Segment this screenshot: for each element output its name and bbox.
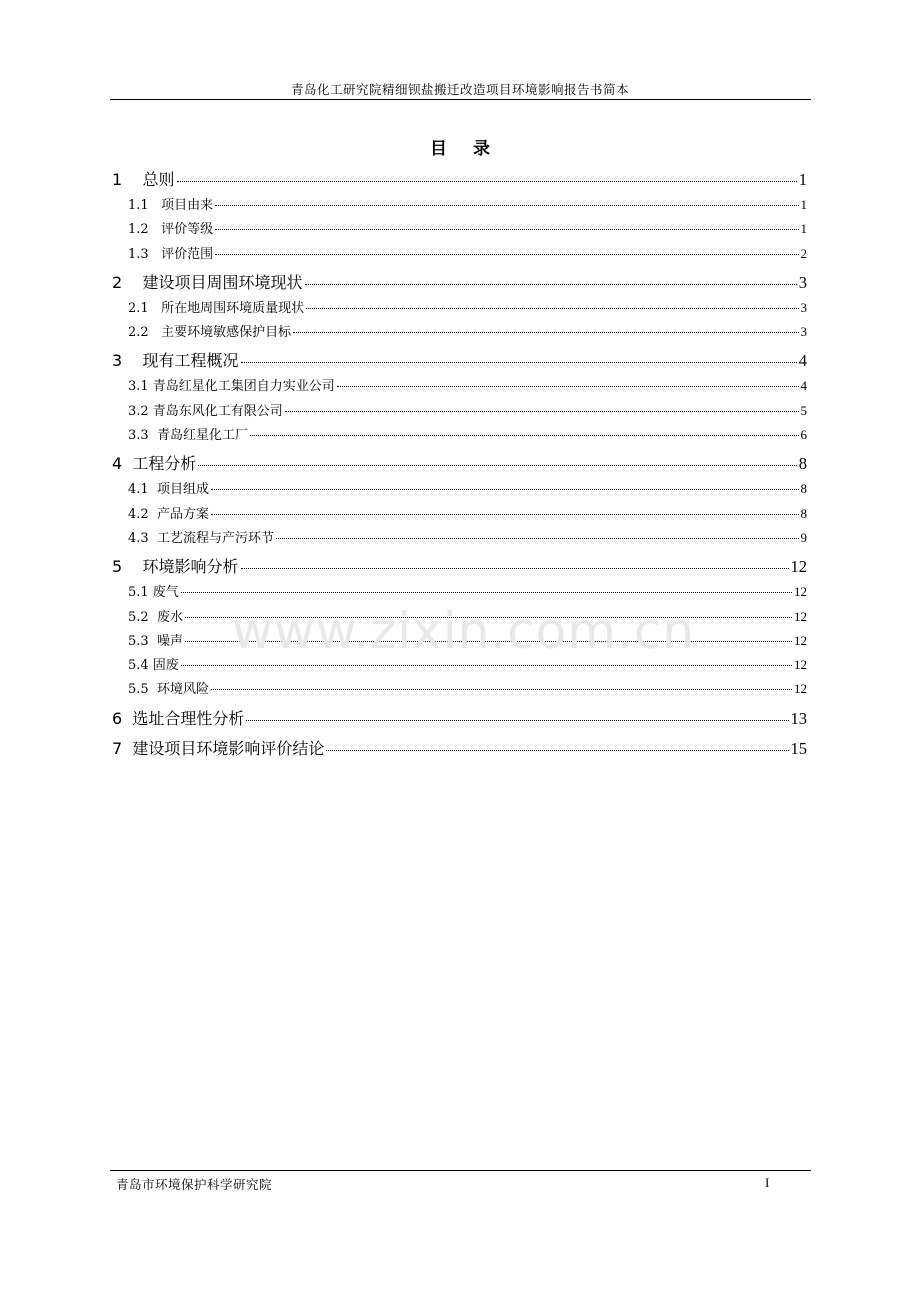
toc-entry-label: 4.1 项目组成 [128,482,209,498]
footer-institution: 青岛市环境保护科学研究院 [116,1177,273,1192]
toc-entry-page: 13 [790,708,807,728]
running-header: 青岛化工研究院精细钡盐搬迁改造项目环境影响报告书简本 [290,82,629,97]
toc-entry-label: 5.4 固废 [128,658,179,674]
toc-leader-dots [215,254,798,255]
toc-leader-dots [305,284,797,285]
toc-leader-dots [293,332,798,333]
toc-section-entry[interactable] [112,502,807,526]
toc-entry-page: 6 [800,427,807,443]
toc-entry-label: 5.1 废气 [128,585,179,601]
toc-entry-page: 1 [800,221,807,237]
toc-entry-page: 3 [798,272,807,292]
toc-chapter-entry[interactable] [112,735,807,762]
toc-section-entry[interactable] [112,374,807,398]
toc-entry-label: 1.3 评价范围 [128,246,214,262]
toc-section-entry[interactable] [112,242,807,266]
toc-leader-dots [241,362,797,363]
toc-entry-label: 1.2 评价等级 [128,222,214,238]
toc-entry-page: 3 [800,324,807,340]
toc-entry-page: 4 [798,351,807,371]
toc-entry-page: 8 [798,454,807,474]
toc-leader-dots [211,689,792,690]
toc-entry-label: 1 总则 [112,170,175,189]
toc-leader-dots [306,308,798,309]
toc-entry-label: 3.1 青岛红星化工集团自力实业公司 [128,379,335,395]
toc-leader-dots [337,386,799,387]
toc-entry-label: 4 工程分析 [112,454,197,474]
toc-leader-dots [276,538,799,539]
toc-chapter-entry[interactable] [112,269,807,296]
toc-entry-label: 2.2 主要环境敏感保护目标 [128,325,292,341]
toc-entry-page: 1 [798,170,807,189]
toc-section-entry[interactable] [112,296,807,320]
toc-entry-page: 8 [800,505,807,521]
toc-entry-label: 5.2 废水 [128,609,183,625]
toc-chapter-entry[interactable] [112,166,807,193]
toc-leader-dots [285,411,799,412]
footer-rule [110,1170,811,1171]
header-rule [110,99,811,100]
toc-leader-dots [181,592,792,593]
watermark: www.zixin.com.cn [232,602,696,660]
toc-entry-page: 9 [800,529,807,545]
toc-leader-dots [215,229,798,230]
toc-entry-label: 5.5 环境风险 [128,682,209,698]
toc-entry-page: 1 [800,197,807,212]
toc-entry-page: 4 [800,378,807,394]
toc-leader-dots [177,181,797,182]
toc-section-entry[interactable] [112,580,807,604]
toc-leader-dots [250,435,799,436]
toc-chapter-entry[interactable] [112,450,807,477]
toc-entry-label: 1.1 项目由来 [128,198,214,213]
toc-entry-page: 12 [794,657,807,673]
toc-entry-label: 2 建设项目周围环境现状 [112,272,303,292]
toc-entry-page: 3 [800,299,807,315]
toc-entry-label: 3.2 青岛东风化工有限公司 [128,403,283,419]
toc-section-entry[interactable] [112,193,807,217]
toc-leader-dots [211,514,799,515]
toc-entry-label: 4.3 工艺流程与产污环节 [128,530,274,546]
toc-entry-page: 8 [800,481,807,497]
toc-entry-page: 2 [800,245,807,261]
toc-section-entry[interactable] [112,399,807,423]
toc-entry-page: 12 [794,632,807,648]
toc-chapter-entry[interactable] [112,347,807,374]
toc-entry-page: 12 [794,681,807,697]
toc-section-entry[interactable] [112,423,807,447]
toc-entry-page: 12 [790,557,807,577]
toc-entry-label: 2.1 所在地周围环境质量现状 [128,300,305,316]
toc-section-entry[interactable] [112,320,807,344]
toc-section-entry[interactable] [112,477,807,501]
toc-section-entry[interactable] [112,217,807,241]
toc-leader-dots [181,665,792,666]
toc-entry-label: 7 建设项目环境影响评价结论 [112,738,325,758]
toc-leader-dots [198,465,796,466]
toc-title: 目 录 [430,139,500,159]
toc-leader-dots [241,568,789,569]
toc-section-entry[interactable] [112,526,807,550]
toc-leader-dots [246,720,788,721]
footer-page-number: I [765,1175,770,1190]
toc-entry-page: 15 [790,738,807,758]
toc-entry-label: 3 现有工程概况 [112,351,239,371]
toc-entry-label: 6 选址合理性分析 [112,708,245,728]
toc-entry-page: 12 [794,608,807,624]
toc-chapter-entry[interactable] [112,705,807,732]
toc-entry-label: 3.3 青岛红星化工厂 [128,428,248,444]
toc-leader-dots [211,489,799,490]
toc-entry-page: 5 [800,402,807,418]
toc-entry-label: 4.2 产品方案 [128,506,209,522]
toc-leader-dots [326,750,788,751]
toc-entry-label: 5.3 噪声 [128,633,183,649]
toc-section-entry[interactable] [112,677,807,701]
toc-chapter-entry[interactable] [112,553,807,580]
toc-entry-label: 5 环境影响分析 [112,557,239,577]
toc-entry-page: 12 [794,584,807,600]
toc-leader-dots [215,205,798,206]
table-of-contents [112,166,807,762]
